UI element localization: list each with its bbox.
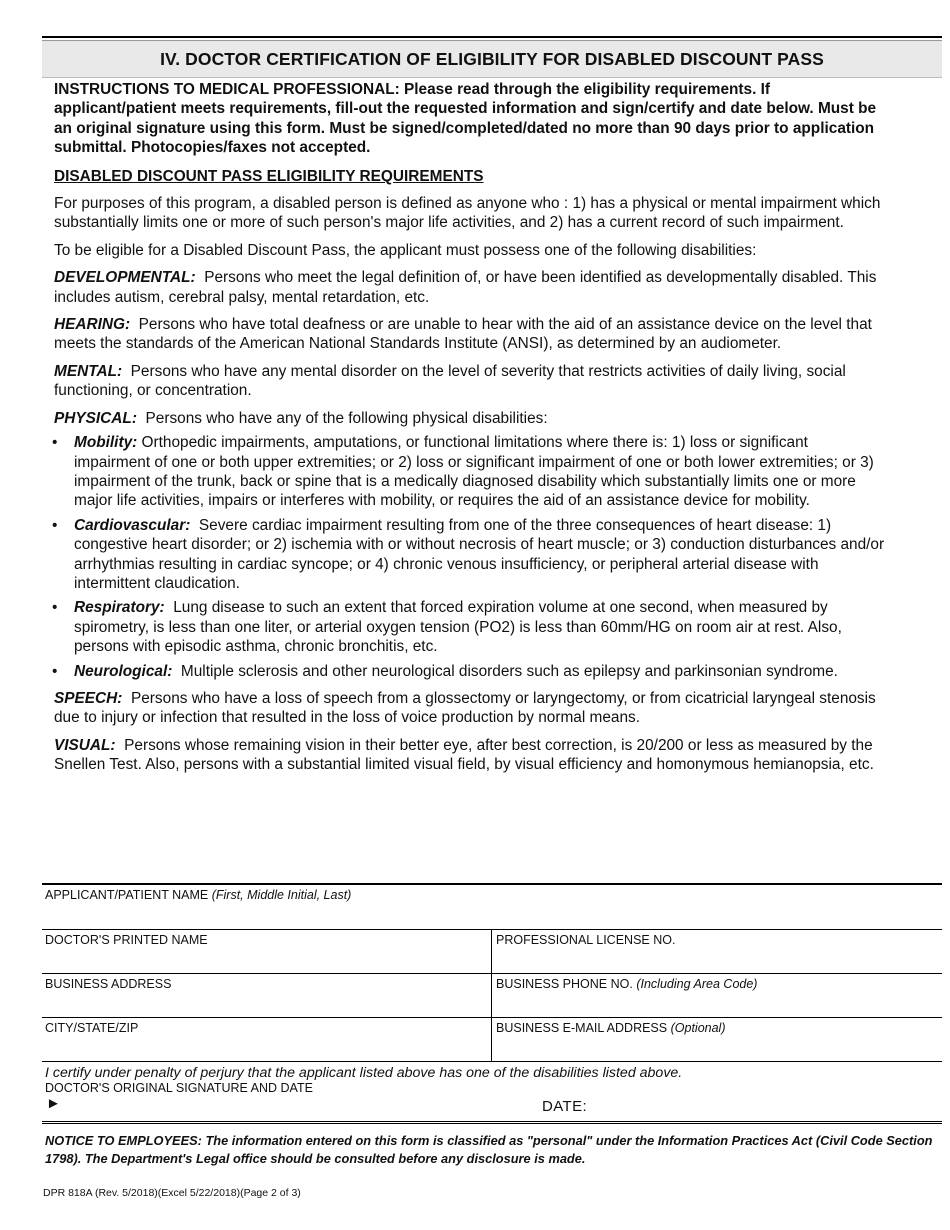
category-hearing bbox=[54, 315, 888, 354]
field-label: PROFESSIONAL LICENSE NO. bbox=[496, 933, 676, 947]
arrow-right-icon: ► bbox=[46, 1095, 61, 1112]
license-number-field[interactable] bbox=[491, 930, 942, 973]
category-speech bbox=[54, 689, 888, 728]
item-label: Cardiovascular: bbox=[74, 516, 191, 534]
category-label: DEVELOPMENTAL: bbox=[54, 269, 196, 287]
form-footer: DPR 818A (Rev. 5/2018)(Excel 5/22/2018)(Page 2 of 3) bbox=[43, 1187, 301, 1199]
category-label: SPEECH: bbox=[54, 689, 123, 707]
date-label: DATE: bbox=[542, 1098, 588, 1115]
category-label: VISUAL: bbox=[54, 736, 116, 754]
doctor-printed-name-field[interactable] bbox=[42, 930, 491, 973]
applicant-name-field[interactable] bbox=[42, 885, 942, 929]
category-text: Persons who have any mental disorder on the level of severity that restricts activities of daily living, social functioning, or concentration. bbox=[54, 362, 846, 400]
field-label: BUSINESS PHONE NO. bbox=[496, 977, 633, 991]
doctor-name-row bbox=[42, 930, 942, 974]
list-item-mobility bbox=[52, 433, 888, 511]
item-label: Mobility: bbox=[74, 434, 138, 452]
requirements-heading: DISABLED DISCOUNT PASS ELIGIBILITY REQUIREMENTS bbox=[54, 167, 484, 185]
business-phone-field[interactable] bbox=[491, 974, 942, 1017]
requirements-content bbox=[54, 80, 888, 775]
item-label: Respiratory: bbox=[74, 599, 165, 617]
bullet: • bbox=[52, 516, 58, 534]
bullet: • bbox=[52, 434, 58, 452]
list-item-neurological bbox=[52, 662, 888, 681]
notice-to-employees: NOTICE TO EMPLOYEES: The information entered on this form is classified as "personal" under the Information Practices Act (Civil Code Section 1798). The Department's Legal office should be consulted before any disclosure is made. bbox=[45, 1133, 933, 1166]
form-title: IV. DOCTOR CERTIFICATION OF ELIGIBILITY FOR DISABLED DISCOUNT PASS bbox=[160, 48, 824, 69]
category-developmental bbox=[54, 268, 888, 307]
category-text: Persons who have a loss of speech from a glossectomy or laryngectomy, or from cicatricial laryngeal stenosis due to injury or infection that resulted in the loss of voice production by normal means. bbox=[54, 689, 876, 727]
item-text: Orthopedic impairments, amputations, or functional limitations where there is: 1) loss or significant impairment of one or both upper extremities; or 2) loss or significant impairment of one or both lower extremities; or 3) impairment of the trunk, back or spine that is a medically diagnosed disability which substantially limits one or more major life activities, impairs or interferes with mobility, or requires the aid of an assistance device for mobility. bbox=[74, 434, 874, 510]
certify-statement: I certify under penalty of perjury that the applicant listed above has one of the disabilities listed above. bbox=[45, 1065, 683, 1081]
item-text: Severe cardiac impairment resulting from one of the three consequences of heart disease: 1) congestive heart disorder; or 2) ischemia with or without necrosis of heart muscle; or 3) conduction disturbances and/or arrhythmias resulting in cardiac syncope; or 4) chronic venous insufficiency, or peripheral arterial disease with intermittent claudication. bbox=[74, 516, 885, 592]
field-label: DOCTOR'S PRINTED NAME bbox=[45, 933, 208, 947]
definition-text: For purposes of this program, a disabled person is defined as anyone who : 1) has a physical or mental impairment which substantially limits one or more of such person's major life activities, and 2) has a current record of such impairment. bbox=[54, 195, 881, 232]
top-rule bbox=[42, 36, 942, 38]
category-label: MENTAL: bbox=[54, 362, 123, 380]
instructions: INSTRUCTIONS TO MEDICAL PROFESSIONAL: Please read through the eligibility requirements. If applicant/patient meets requirements, fill-out the requested information and sign/certify and date below. Must be an original signature using this form. Must be signed/completed/dated no more than 90 days prior to application submittal. Photocopies/faxes not accepted. bbox=[54, 81, 877, 157]
eligibility-intro: To be eligible for a Disabled Discount Pass, the applicant must possess one of the following disabilities: bbox=[54, 241, 757, 259]
bullet: • bbox=[52, 662, 58, 680]
signature-label: DOCTOR'S ORIGINAL SIGNATURE AND DATE bbox=[45, 1081, 313, 1095]
category-label: HEARING: bbox=[54, 316, 131, 334]
field-label: BUSINESS ADDRESS bbox=[45, 977, 172, 991]
list-item-respiratory bbox=[52, 598, 888, 656]
category-text: Persons who meet the legal definition of, or have been identified as developmentally disabled. This includes autism, cerebral palsy, mental retardation, etc. bbox=[54, 269, 877, 306]
category-mental bbox=[54, 362, 888, 401]
signature-field[interactable] bbox=[42, 1095, 942, 1124]
item-text: Multiple sclerosis and other neurological disorders such as epilepsy and parkinsonian syndrome. bbox=[180, 662, 838, 680]
business-address-row bbox=[42, 974, 942, 1018]
field-label: CITY/STATE/ZIP bbox=[45, 1021, 139, 1035]
applicant-name-row bbox=[42, 885, 942, 930]
category-text: Persons who have any of the following physical disabilities: bbox=[145, 409, 548, 427]
business-address-field[interactable] bbox=[42, 974, 491, 1017]
field-label: APPLICANT/PATIENT NAME bbox=[45, 888, 209, 902]
city-row bbox=[42, 1018, 942, 1062]
category-text: Persons who have total deafness or are unable to hear with the aid of an assistance device on the level that meets the standards of the American National Standards Institute (ANSI), as determined by an audiometer. bbox=[54, 316, 872, 353]
business-email-field[interactable] bbox=[491, 1018, 942, 1061]
category-text: Persons whose remaining vision in their better eye, after best correction, is 20/200 or less as measured by the Snellen Test. Also, persons with a substantial limited visual field, by visual efficiency and homonymous hemianopsia, etc. bbox=[54, 736, 874, 774]
field-label: BUSINESS E-MAIL ADDRESS bbox=[496, 1021, 668, 1035]
field-hint: (Optional) bbox=[670, 1021, 726, 1035]
list-item-cardiovascular bbox=[52, 516, 888, 594]
category-label: PHYSICAL: bbox=[54, 409, 137, 427]
category-visual bbox=[54, 736, 888, 775]
field-hint: (First, Middle Initial, Last) bbox=[211, 888, 352, 902]
bullet: • bbox=[52, 599, 58, 617]
item-label: Neurological: bbox=[74, 662, 173, 680]
city-state-zip-field[interactable] bbox=[42, 1018, 491, 1061]
item-text: Lung disease to such an extent that forced expiration volume at one second, when measured by spirometry, is less than one liter, or arterial oxygen tension (PO2) is less than 60mm/HG on room air at rest. Also, persons with episodic asthma, chronic bronchitis, etc. bbox=[74, 599, 842, 656]
category-physical bbox=[54, 409, 888, 428]
physical-disability-list bbox=[52, 433, 888, 681]
certification-form bbox=[42, 883, 942, 1168]
field-hint: (Including Area Code) bbox=[636, 977, 758, 991]
form-title-bar bbox=[42, 40, 942, 78]
